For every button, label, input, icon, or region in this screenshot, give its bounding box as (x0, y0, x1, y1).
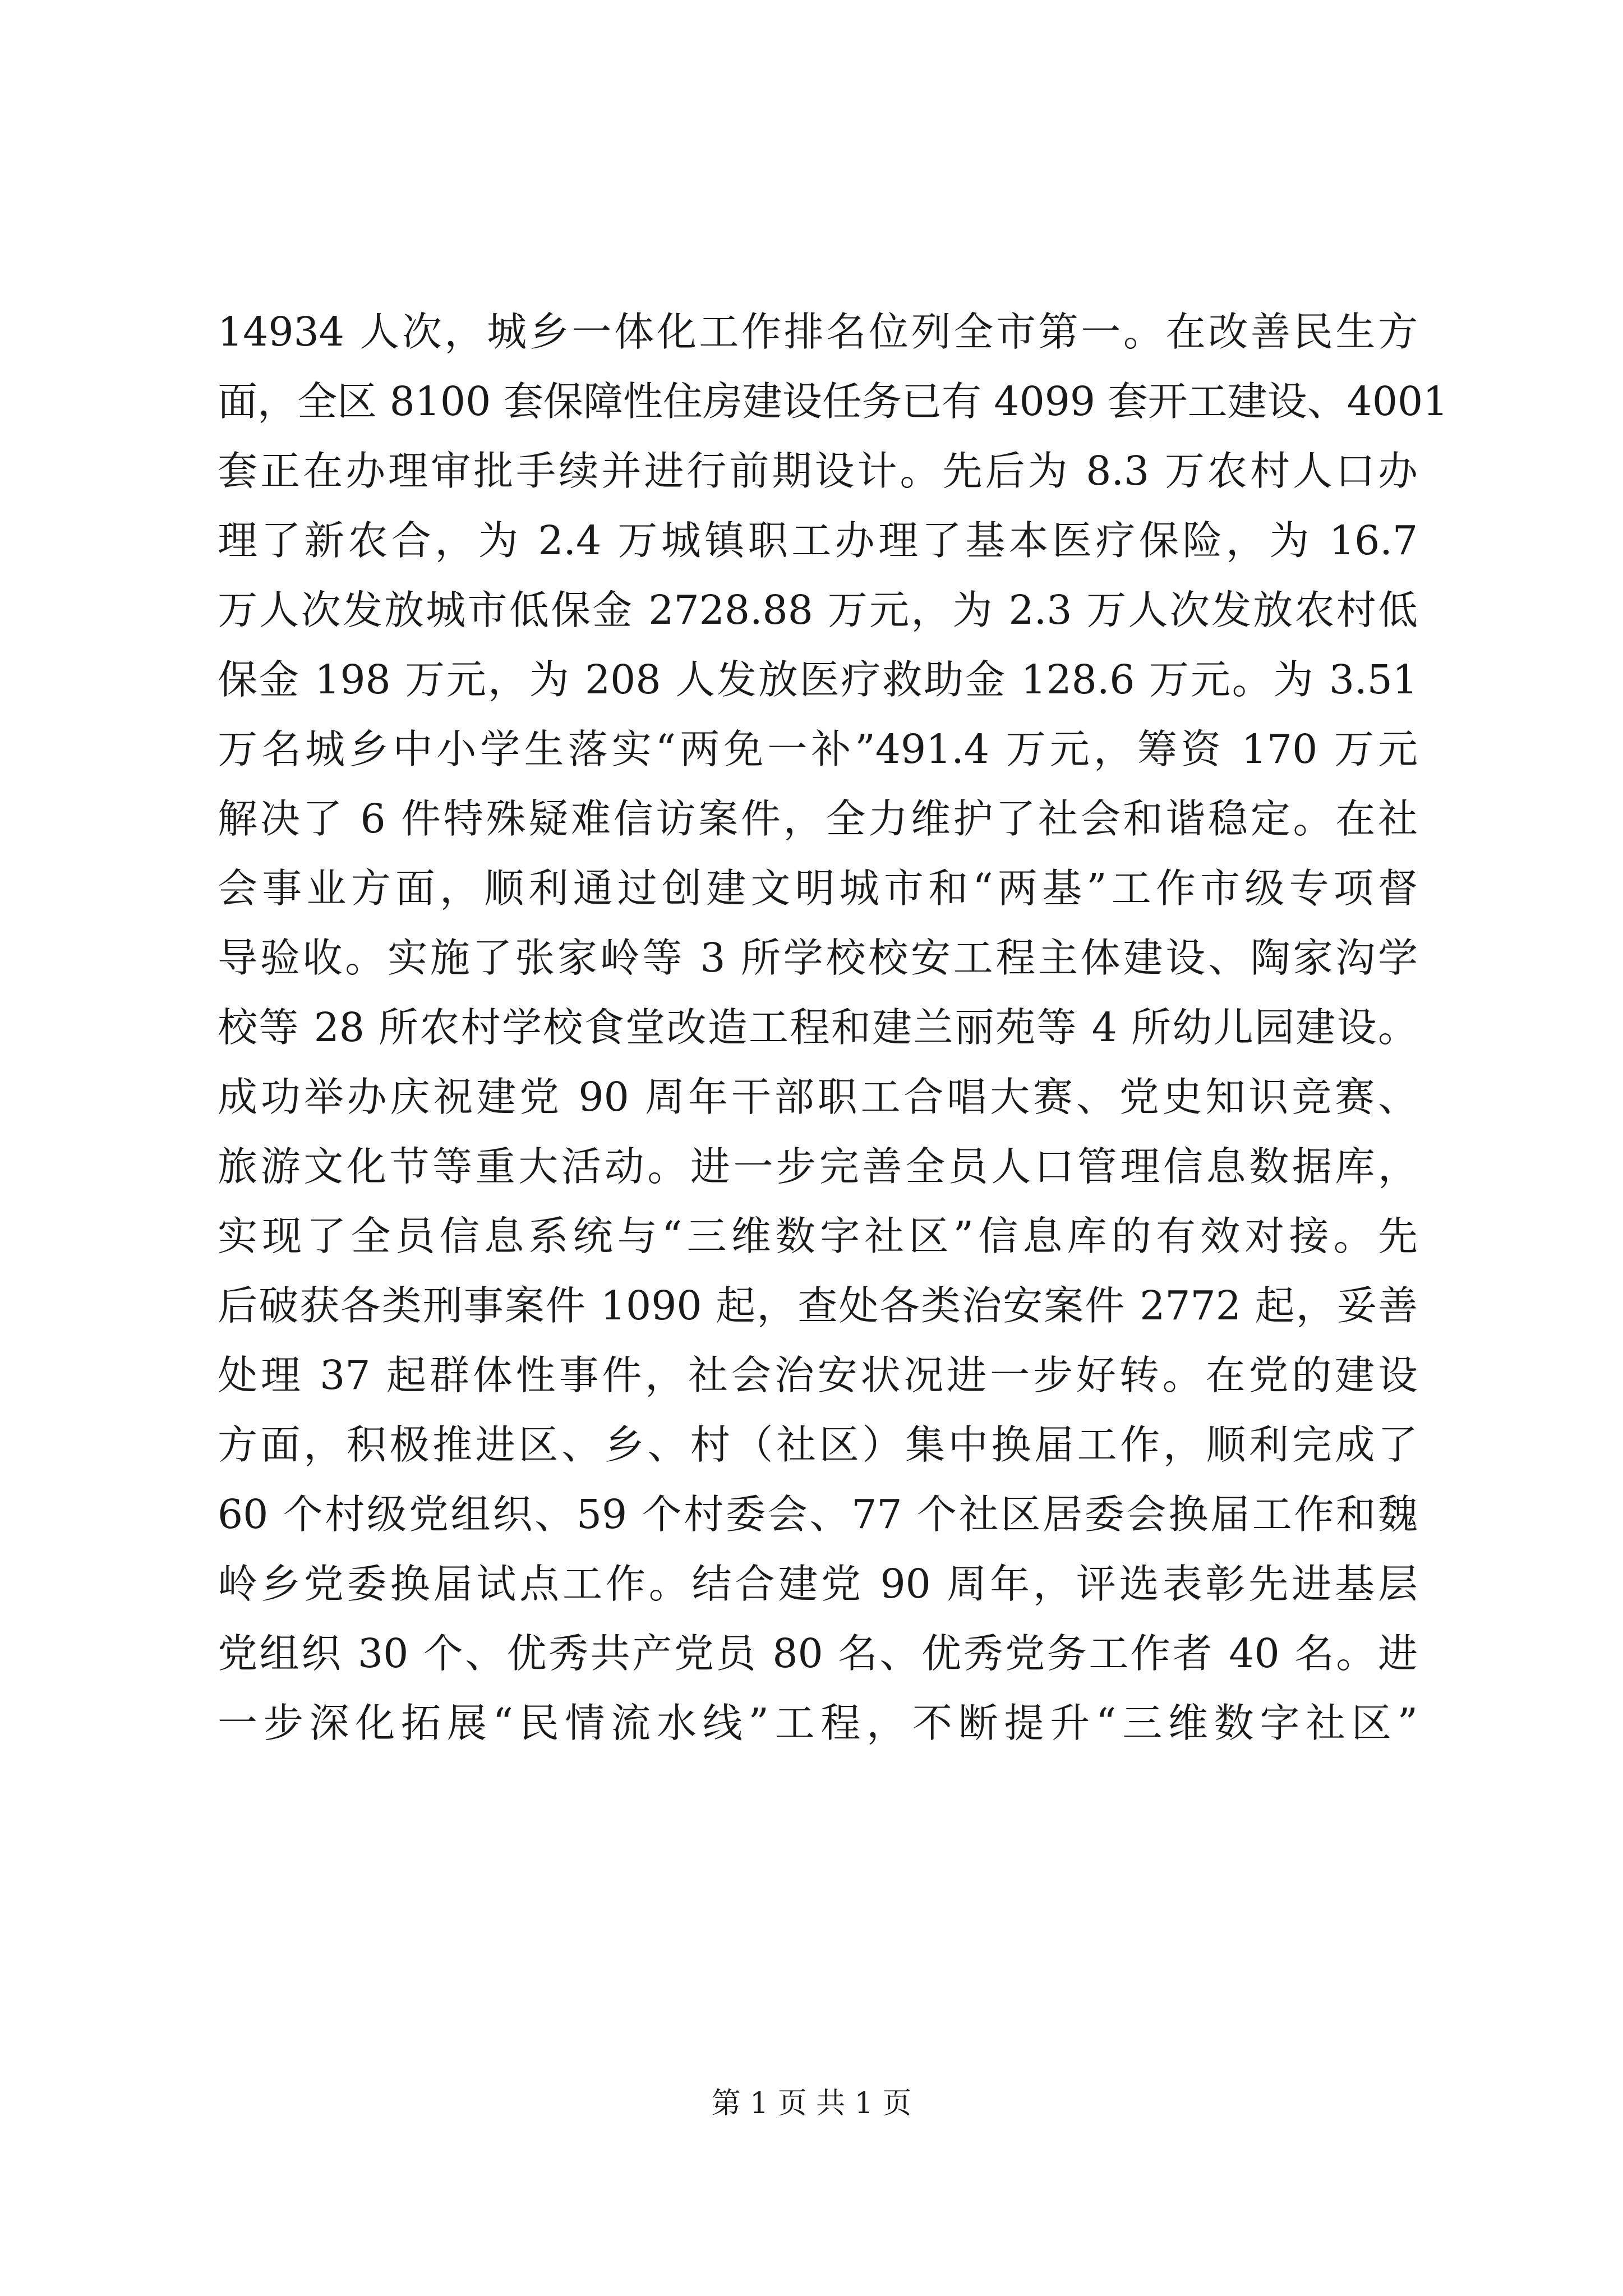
text-line: 套正在办理审批手续并进行前期设计。先后为 8.3 万农村人口办 (218, 448, 1418, 494)
text-line: 万名城乡中小学生落实“两免一补”491.4 万元，筹资 170 万元 (218, 726, 1418, 772)
text-line: 后破获各类刑事案件 1090 起，查处各类治安案件 2772 起，妥善 (218, 1282, 1418, 1329)
text-line: 校等 28 所农村学校食堂改造工程和建兰丽苑等 4 所幼儿园建设。 (218, 1004, 1418, 1051)
text-line: 实现了全员信息系统与“三维数字社区”信息库的有效对接。先 (218, 1213, 1418, 1259)
text-line: 保金 198 万元，为 208 人发放医疗救助金 128.6 万元。为 3.51 (218, 656, 1418, 703)
text-line: 岭乡党委换届试点工作。结合建党 90 周年，评选表彰先进基层 (218, 1561, 1418, 1607)
text-line: 导验收。实施了张家岭等 3 所学校校安工程主体建设、陶家沟学 (218, 935, 1418, 981)
text-line: 党组织 30 个、优秀共产党员 80 名、优秀党务工作者 40 名。进 (218, 1630, 1418, 1677)
text-line: 60 个村级党组织、59 个村委会、77 个社区居委会换届工作和魏 (218, 1491, 1418, 1538)
text-line: 处理 37 起群体性事件，社会治安状况进一步好转。在党的建设 (218, 1352, 1418, 1398)
text-line: 方面，积极推进区、乡、村（社区）集中换届工作，顺利完成了 (218, 1421, 1418, 1468)
text-line: 成功举办庆祝建党 90 周年干部职工合唱大赛、党史知识竞赛、 (218, 1074, 1418, 1120)
text-line: 解决了 6 件特殊疑难信访案件，全力维护了社会和谐稳定。在社 (218, 795, 1418, 842)
page-number: 第 1 页 共 1 页 (711, 2087, 912, 2120)
text-line: 面，全区 8100 套保障性住房建设任务已有 4099 套开工建设、4001 (218, 378, 1449, 425)
text-line: 一步深化拓展“民情流水线”工程，不断提升“三维数字社区” (218, 1700, 1418, 1746)
text-line: 会事业方面，顺利通过创建文明城市和“两基”工作市级专项督 (218, 865, 1418, 912)
text-line: 旅游文化节等重大活动。进一步完善全员人口管理信息数据库， (218, 1143, 1418, 1190)
text-line: 理了新农合，为 2.4 万城镇职工办理了基本医疗保险，为 16.7 (218, 517, 1418, 564)
page-footer (0, 2084, 1623, 2123)
body-text (218, 297, 1449, 1758)
text-line: 14934 人次，城乡一体化工作排名位列全市第一。在改善民生方 (218, 309, 1418, 355)
text-line: 万人次发放城市低保金 2728.88 万元，为 2.3 万人次发放农村低 (218, 587, 1418, 633)
